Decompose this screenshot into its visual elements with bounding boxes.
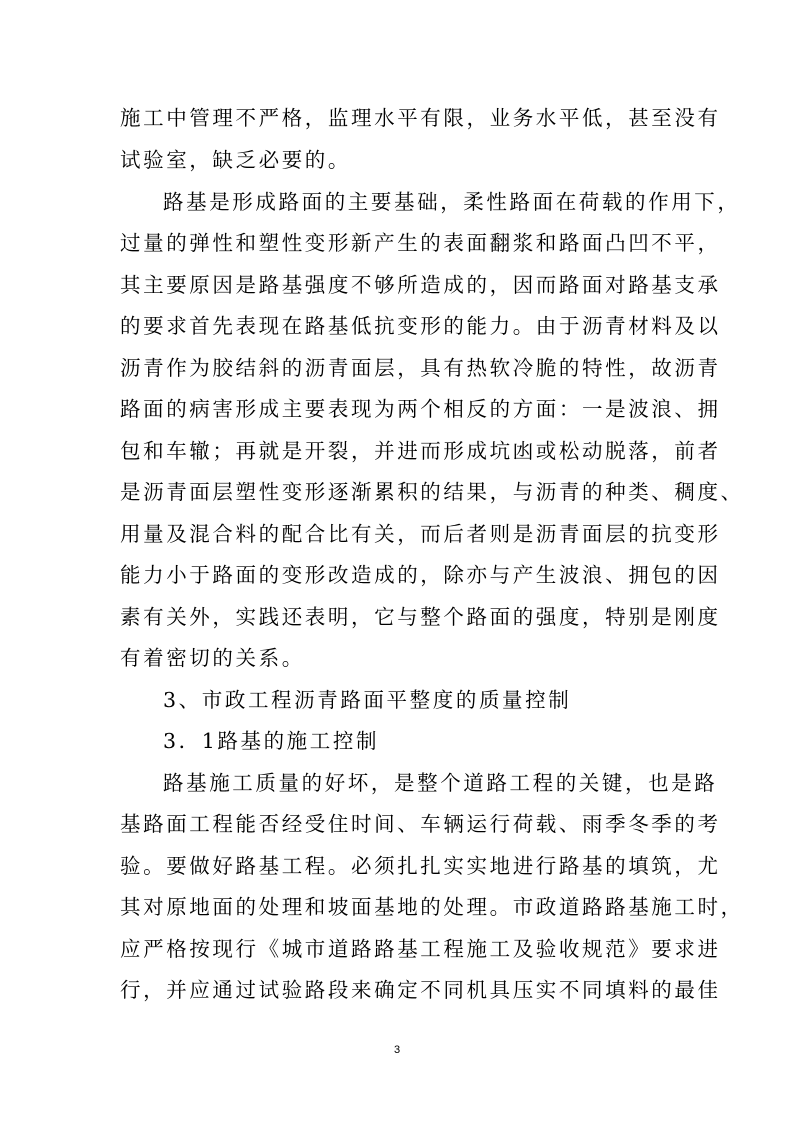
text-line: 试验室，缺乏必要的。 bbox=[120, 148, 351, 172]
text-line: 素有关外，实践还表明，它与整个路面的强度，特别是刚度 bbox=[120, 605, 721, 629]
text-line: 沥青作为胶结斜的沥青面层，具有热软冷脆的特性，故沥青 bbox=[120, 356, 721, 380]
text-line: 用量及混合料的配合比有关，而后者则是沥青面层的抗变形 bbox=[120, 522, 721, 546]
section-heading: 3、市政工程沥青路面平整度的质量控制 bbox=[163, 688, 572, 712]
text-line: 应严格按现行《城市道路路基工程施工及验收规范》要求进 bbox=[120, 937, 721, 961]
paragraph-first-line: 路基是形成路面的主要基础，柔性路面在荷载的作用下， bbox=[163, 190, 741, 214]
text-line: 其对原地面的处理和坡面基地的处理。市政道路路基施工时， bbox=[120, 895, 744, 919]
text-line: 路面的病害形成主要表现为两个相反的方面：一是波浪、拥 bbox=[120, 397, 721, 421]
text-line: 包和车辙；再就是开裂，并进而形成坑凼或松动脱落，前者 bbox=[120, 439, 721, 463]
text-line: 有着密切的关系。 bbox=[120, 646, 305, 670]
text-line: 的要求首先表现在路基低抗变形的能力。由于沥青材料及以 bbox=[120, 314, 721, 338]
text-line: 其主要原因是路基强度不够所造成的，因而路面对路基支承 bbox=[120, 273, 721, 297]
text-line: 能力小于路面的变形改造成的，除亦与产生波浪、拥包的因 bbox=[120, 563, 721, 587]
text-line: 验。要做好路基工程。必须扎扎实实地进行路基的填筑，尤 bbox=[120, 854, 721, 878]
subsection-heading: 3．1路基的施工控制 bbox=[163, 729, 380, 753]
paragraph-first-line: 路基施工质量的好坏，是整个道路工程的关键，也是路 bbox=[163, 771, 718, 795]
text-line: 施工中管理不严格，监理水平有限，业务水平低，甚至没有 bbox=[120, 106, 721, 130]
page-number: 3 bbox=[393, 1044, 401, 1056]
text-line: 基路面工程能否经受住时间、车辆运行荷载、雨季冬季的考 bbox=[120, 812, 721, 836]
text-line: 行，并应通过试验路段来确定不同机具压实不同填料的最佳 bbox=[120, 978, 721, 1002]
text-line: 过量的弹性和塑性变形新产生的表面翻浆和路面凸凹不平， bbox=[120, 231, 721, 255]
text-line: 是沥青面层塑性变形逐渐累积的结果，与沥青的种类、稠度、 bbox=[120, 480, 744, 504]
